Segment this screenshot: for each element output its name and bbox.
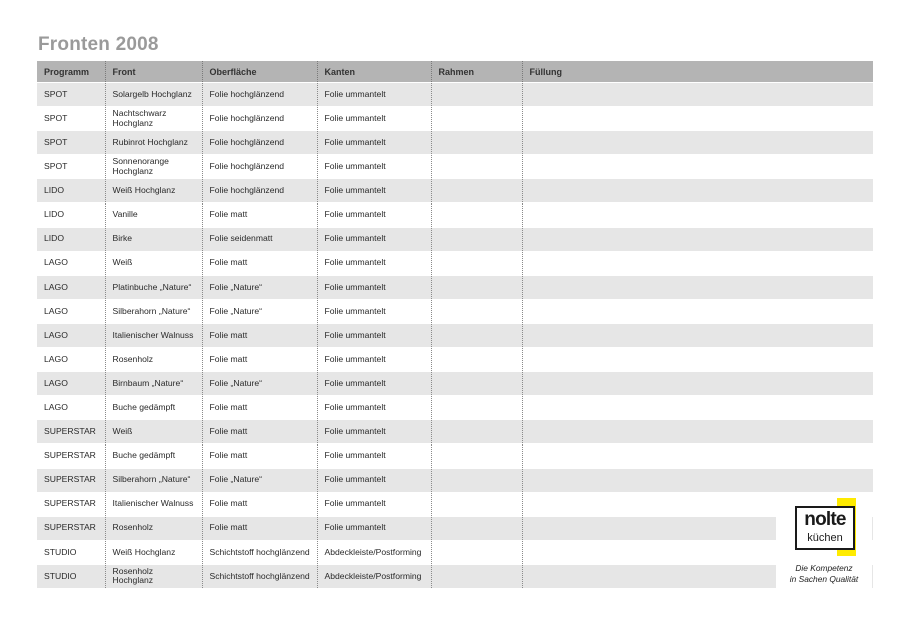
cell-rahmen — [431, 275, 522, 299]
cell-programm: LIDO — [37, 179, 105, 203]
cell-rahmen — [431, 323, 522, 347]
cell-kanten: Folie ummantelt — [317, 444, 431, 468]
cell-rahmen — [431, 299, 522, 323]
cell-fuellung — [522, 299, 873, 323]
table-row — [37, 203, 873, 227]
cell-oberflaeche: Folie „Nature“ — [202, 372, 317, 396]
cell-programm: STUDIO — [37, 540, 105, 564]
cell-oberflaeche: Folie „Nature“ — [202, 468, 317, 492]
cell-programm: LIDO — [37, 227, 105, 251]
cell-fuellung — [522, 83, 873, 107]
cell-programm: SUPERSTAR — [37, 492, 105, 516]
cell-kanten: Folie ummantelt — [317, 155, 431, 179]
cell-oberflaeche: Folie matt — [202, 492, 317, 516]
table-row — [37, 275, 873, 299]
page-title: Fronten 2008 — [38, 34, 159, 55]
cell-programm: SUPERSTAR — [37, 444, 105, 468]
cell-front: Rosenholz Hochglanz — [105, 564, 202, 588]
cell-oberflaeche: Folie matt — [202, 348, 317, 372]
column-header-kanten: Kanten — [317, 61, 431, 83]
cell-programm: LAGO — [37, 396, 105, 420]
table-row — [37, 420, 873, 444]
table-row — [37, 372, 873, 396]
cell-kanten: Folie ummantelt — [317, 299, 431, 323]
cell-rahmen — [431, 516, 522, 540]
cell-front: Weiß Hochglanz — [105, 179, 202, 203]
cell-front: Buche gedämpft — [105, 396, 202, 420]
cell-kanten: Folie ummantelt — [317, 179, 431, 203]
cell-programm: LAGO — [37, 251, 105, 275]
table-row — [37, 516, 873, 540]
cell-fuellung — [522, 444, 873, 468]
cell-kanten: Abdeckleiste/Postforming — [317, 564, 431, 588]
table-row — [37, 396, 873, 420]
cell-kanten: Folie ummantelt — [317, 227, 431, 251]
cell-front: Sonnenorange Hochglanz — [105, 155, 202, 179]
cell-front: Weiß — [105, 420, 202, 444]
cell-fuellung — [522, 420, 873, 444]
cell-rahmen — [431, 251, 522, 275]
cell-fuellung — [522, 227, 873, 251]
cell-fuellung — [522, 131, 873, 155]
cell-front: Solargelb Hochglanz — [105, 83, 202, 107]
cell-kanten: Folie ummantelt — [317, 348, 431, 372]
cell-programm: LAGO — [37, 323, 105, 347]
cell-oberflaeche: Folie matt — [202, 251, 317, 275]
cell-fuellung — [522, 372, 873, 396]
table-row — [37, 251, 873, 275]
cell-front: Platinbuche „Nature“ — [105, 275, 202, 299]
cell-oberflaeche: Folie hochglänzend — [202, 83, 317, 107]
table-row — [37, 468, 873, 492]
logo-box — [795, 506, 855, 550]
cell-oberflaeche: Folie hochglänzend — [202, 107, 317, 131]
cell-kanten: Folie ummantelt — [317, 275, 431, 299]
cell-oberflaeche: Folie matt — [202, 396, 317, 420]
table-row — [37, 348, 873, 372]
cell-front: Rosenholz — [105, 516, 202, 540]
logo-tagline-2: in Sachen Qualität — [789, 574, 859, 584]
cell-oberflaeche: Folie seidenmatt — [202, 227, 317, 251]
cell-rahmen — [431, 107, 522, 131]
cell-programm: SUPERSTAR — [37, 468, 105, 492]
cell-rahmen — [431, 83, 522, 107]
cell-kanten: Folie ummantelt — [317, 420, 431, 444]
cell-kanten: Folie ummantelt — [317, 492, 431, 516]
cell-programm: SPOT — [37, 83, 105, 107]
cell-oberflaeche: Folie hochglänzend — [202, 179, 317, 203]
cell-front: Birnbaum „Nature“ — [105, 372, 202, 396]
cell-oberflaeche: Folie matt — [202, 323, 317, 347]
cell-fuellung — [522, 275, 873, 299]
cell-front: Buche gedämpft — [105, 444, 202, 468]
fronts-table — [37, 61, 873, 589]
cell-programm: SPOT — [37, 107, 105, 131]
cell-fuellung — [522, 323, 873, 347]
cell-oberflaeche: Folie hochglänzend — [202, 131, 317, 155]
cell-fuellung — [522, 348, 873, 372]
column-header-fuellung: Füllung — [522, 61, 873, 83]
cell-programm: SUPERSTAR — [37, 516, 105, 540]
cell-fuellung — [522, 203, 873, 227]
table-row — [37, 492, 873, 516]
table-row — [37, 564, 873, 588]
column-header-rahmen: Rahmen — [431, 61, 522, 83]
cell-kanten: Folie ummantelt — [317, 131, 431, 155]
cell-oberflaeche: Schichtstoff hochglänzend — [202, 540, 317, 564]
cell-kanten: Folie ummantelt — [317, 323, 431, 347]
cell-oberflaeche: Folie „Nature“ — [202, 275, 317, 299]
table-row — [37, 227, 873, 251]
cell-rahmen — [431, 420, 522, 444]
table-row — [37, 107, 873, 131]
nolte-logo — [776, 492, 872, 588]
cell-rahmen — [431, 227, 522, 251]
cell-kanten: Folie ummantelt — [317, 396, 431, 420]
table-row — [37, 540, 873, 564]
cell-programm: SPOT — [37, 155, 105, 179]
table-row — [37, 444, 873, 468]
cell-oberflaeche: Folie matt — [202, 203, 317, 227]
cell-rahmen — [431, 131, 522, 155]
cell-kanten: Folie ummantelt — [317, 516, 431, 540]
cell-programm: LIDO — [37, 203, 105, 227]
cell-oberflaeche: Folie hochglänzend — [202, 155, 317, 179]
column-header-front: Front — [105, 61, 202, 83]
cell-rahmen — [431, 372, 522, 396]
cell-programm: STUDIO — [37, 564, 105, 588]
cell-front: Birke — [105, 227, 202, 251]
cell-kanten: Abdeckleiste/Postforming — [317, 540, 431, 564]
table-header-row — [37, 61, 873, 83]
cell-front: Italienischer Walnuss — [105, 323, 202, 347]
cell-kanten: Folie ummantelt — [317, 251, 431, 275]
cell-programm: SPOT — [37, 131, 105, 155]
cell-kanten: Folie ummantelt — [317, 203, 431, 227]
cell-kanten: Folie ummantelt — [317, 107, 431, 131]
cell-front: Weiß Hochglanz — [105, 540, 202, 564]
cell-rahmen — [431, 540, 522, 564]
column-header-oberflaeche: Oberfläche — [202, 61, 317, 83]
cell-kanten: Folie ummantelt — [317, 83, 431, 107]
logo-sub-text: küchen — [807, 532, 843, 544]
cell-rahmen — [431, 396, 522, 420]
logo-brand-text: nolte — [804, 509, 846, 530]
cell-programm: LAGO — [37, 299, 105, 323]
cell-fuellung — [522, 155, 873, 179]
table-row — [37, 155, 873, 179]
cell-front: Nachtschwarz Hochglanz — [105, 107, 202, 131]
column-header-programm: Programm — [37, 61, 105, 83]
cell-fuellung — [522, 396, 873, 420]
cell-front: Weiß — [105, 251, 202, 275]
cell-oberflaeche: Folie matt — [202, 444, 317, 468]
cell-front: Vanille — [105, 203, 202, 227]
cell-front: Silberahorn „Nature“ — [105, 299, 202, 323]
cell-programm: LAGO — [37, 275, 105, 299]
table-row — [37, 323, 873, 347]
cell-fuellung — [522, 251, 873, 275]
cell-rahmen — [431, 179, 522, 203]
cell-front: Rubinrot Hochglanz — [105, 131, 202, 155]
cell-front: Italienischer Walnuss — [105, 492, 202, 516]
cell-oberflaeche: Folie matt — [202, 420, 317, 444]
cell-rahmen — [431, 155, 522, 179]
cell-rahmen — [431, 444, 522, 468]
cell-front: Silberahorn „Nature“ — [105, 468, 202, 492]
cell-programm: LAGO — [37, 372, 105, 396]
table-row — [37, 299, 873, 323]
cell-fuellung — [522, 179, 873, 203]
table-row — [37, 179, 873, 203]
cell-fuellung — [522, 107, 873, 131]
cell-fuellung — [522, 468, 873, 492]
cell-rahmen — [431, 468, 522, 492]
cell-rahmen — [431, 348, 522, 372]
cell-oberflaeche: Folie „Nature“ — [202, 299, 317, 323]
cell-oberflaeche: Schichtstoff hochglänzend — [202, 564, 317, 588]
cell-front: Rosenholz — [105, 348, 202, 372]
cell-kanten: Folie ummantelt — [317, 372, 431, 396]
cell-rahmen — [431, 492, 522, 516]
cell-programm: LAGO — [37, 348, 105, 372]
table-row — [37, 83, 873, 107]
table-body — [37, 83, 873, 589]
cell-programm: SUPERSTAR — [37, 420, 105, 444]
cell-kanten: Folie ummantelt — [317, 468, 431, 492]
cell-rahmen — [431, 203, 522, 227]
table-row — [37, 131, 873, 155]
cell-rahmen — [431, 564, 522, 588]
logo-tagline-1: Die Kompetenz — [795, 563, 853, 573]
cell-oberflaeche: Folie matt — [202, 516, 317, 540]
